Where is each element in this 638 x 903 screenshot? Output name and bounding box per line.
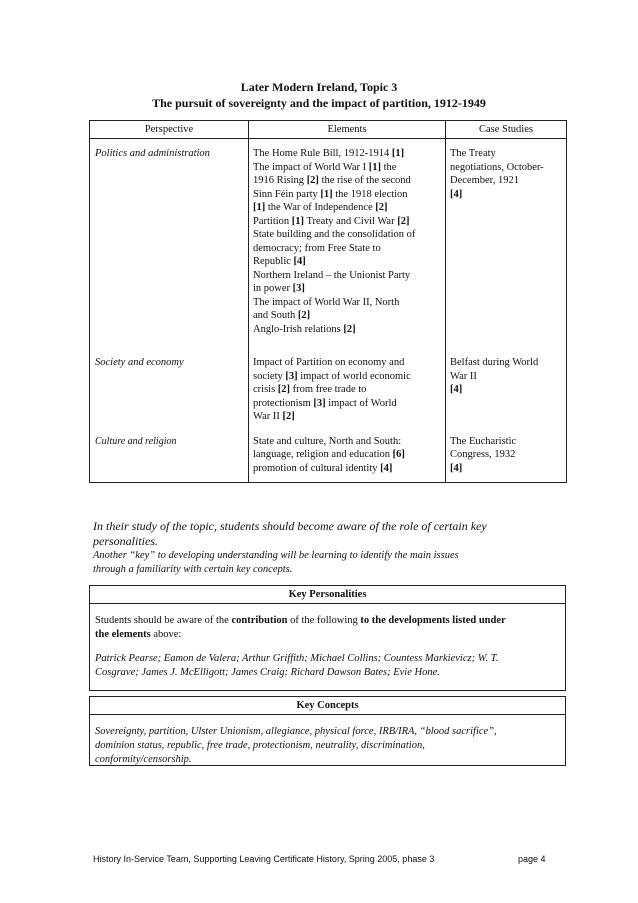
element-line: State building and the consolidation of: [253, 229, 416, 240]
key-personalities-box: [89, 585, 566, 691]
element-line: crisis [2] from free trade to: [253, 384, 367, 395]
element-line: language, religion and education [6]: [253, 449, 405, 460]
key-personalities-heading: Key Personalities: [90, 586, 565, 604]
intro-line: Another “key” to developing understanding will be learning to identify the main issues: [93, 550, 459, 561]
table-row: [90, 139, 567, 337]
element-line: promotion of cultural identity [4]: [253, 462, 393, 474]
element-line: The Home Rule Bill, 1912-1914 [1]: [253, 148, 405, 159]
page-subtitle: The pursuit of sovereignty and the impact of partition, 1912-1949: [152, 96, 486, 110]
case-study-line: [4]: [450, 384, 463, 395]
case-study-line: [4]: [450, 462, 463, 474]
case-study-line: Congress, 1932: [450, 449, 516, 460]
case-study-line: Belfast during World: [450, 357, 539, 368]
column-header-case-studies: Case Studies: [446, 121, 567, 139]
element-line: in power [3]: [253, 283, 305, 294]
case-study-line: The Eucharistic: [450, 435, 517, 447]
key-concepts-heading: Key Concepts: [90, 697, 565, 715]
element-line: The impact of World War I [1] the: [253, 161, 397, 173]
case-study-line: The Treaty: [450, 148, 496, 159]
perspective-cell: Politics and administration: [90, 139, 249, 337]
element-line: [1] the War of Independence [2]: [253, 202, 388, 213]
element-line: State and culture, North and South:: [253, 435, 402, 447]
case-study-line: negotiations, October-: [450, 161, 544, 173]
table-row: [90, 424, 567, 483]
element-line: protectionism [3] impact of World: [253, 397, 397, 409]
table-header-row: [90, 121, 567, 139]
key-personalities-names: Patrick Pearse; Eamon de Valera; Arthur Griffith; Michael Collins; Countess Markievicz; W. T. Cosgrave; James J. McElligott; James Craig; Richard Dawson Bates; Evie Hone.: [95, 653, 499, 678]
intro-concepts: [93, 549, 563, 577]
element-line: Impact of Partition on economy and: [253, 357, 405, 368]
intro-line: through a familiarity with certain key concepts.: [93, 564, 293, 575]
element-line: society [3] impact of world economic: [253, 370, 411, 382]
perspective-cell: Society and economy: [90, 336, 249, 424]
case-study-line: [4]: [450, 188, 463, 200]
element-line: and South [2]: [253, 310, 311, 321]
case-study-cell: [446, 336, 567, 424]
footer-source: History In-Service Team, Supporting Leaving Certificate History, Spring 2005, phase 3: [93, 854, 435, 864]
intro-line: In their study of the topic, students should become aware of the role of certain key: [93, 519, 487, 533]
element-line: democracy; from Free State to: [253, 242, 381, 254]
elements-cell: [249, 139, 446, 337]
intro-line: personalities.: [93, 534, 158, 548]
element-line: War II [2]: [253, 411, 295, 422]
column-header-elements: Elements: [249, 121, 446, 139]
case-study-line: War II: [450, 370, 477, 382]
key-personalities-instruction: Students should be aware of the contribution of the following to the developments listed under the elements above:: [95, 615, 506, 640]
element-line: Northern Ireland – the Unionist Party: [253, 269, 411, 281]
element-line: The impact of World War II, North: [253, 296, 400, 308]
key-concepts-list: Sovereignty, partition, Ulster Unionism, allegiance, physical force, IRB/IRA, “blood sacrifice”, dominion status, republic, free trade, protectionism, neutrality, discrimination, conformity/censorship.: [95, 726, 497, 765]
case-study-line: December, 1921: [450, 175, 519, 186]
page-title: Later Modern Ireland, Topic 3: [240, 80, 398, 94]
element-line: Partition [1] Treaty and Civil War [2]: [253, 215, 410, 227]
element-line: 1916 Rising [2] the rise of the second: [253, 175, 411, 186]
topic-table: [89, 120, 567, 483]
intro-personalities: [93, 519, 563, 549]
elements-cell: [249, 336, 446, 424]
element-line: Sinn Féin party [1] the 1918 election: [253, 188, 408, 200]
element-line: Anglo-Irish relations [2]: [253, 323, 356, 335]
table-row: [90, 336, 567, 424]
column-header-perspective: Perspective: [90, 121, 249, 139]
perspective-cell: Culture and religion: [90, 424, 249, 483]
footer-page-number: page 4: [518, 854, 546, 864]
case-study-cell: [446, 139, 567, 337]
case-study-cell: [446, 424, 567, 483]
element-line: Republic [4]: [253, 256, 306, 267]
elements-cell: [249, 424, 446, 483]
key-concepts-box: [89, 696, 566, 766]
